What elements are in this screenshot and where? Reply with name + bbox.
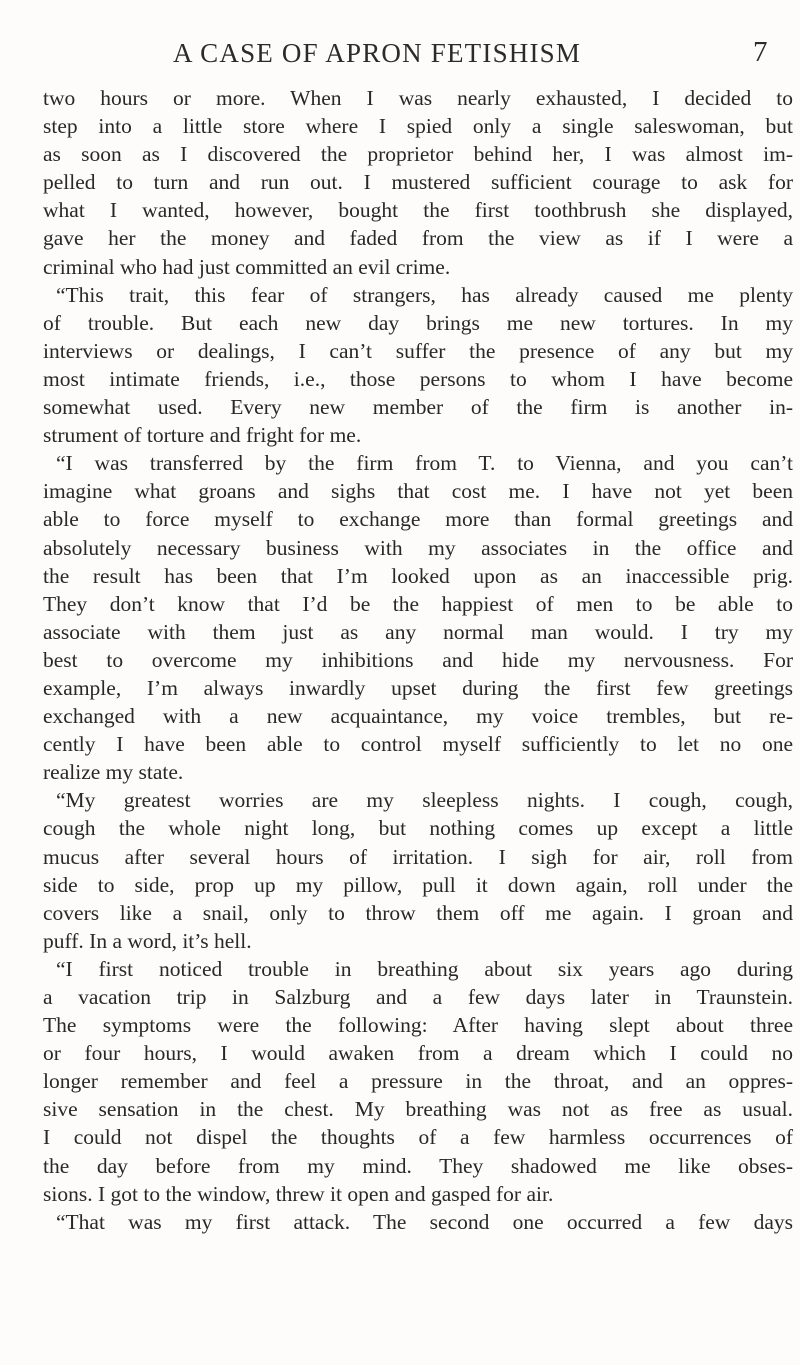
text-line: absolutely necessary business with my associates in the office and <box>43 535 793 560</box>
text-line: “My greatest worries are my sleepless nights. I cough, cough, <box>56 788 793 813</box>
text-line: example, I’m always inwardly upset during the first few greetings <box>43 675 793 700</box>
text-line: sions. I got to the window, threw it open and gasped for air. <box>43 1181 554 1206</box>
text-line: “I first noticed trouble in breathing about six years ago during <box>56 956 793 981</box>
text-line: what I wanted, however, bought the first toothbrush she displayed, <box>43 198 793 223</box>
text-line: exchanged with a new acquaintance, my voice trembles, but re- <box>43 704 793 729</box>
text-line: the day before from my mind. They shadowed me like obses- <box>43 1153 793 1178</box>
text-line: I could not dispel the thoughts of a few harmless occurrences of <box>43 1125 793 1150</box>
text-line: pelled to turn and run out. I mustered sufficient courage to ask for <box>43 170 793 195</box>
text-line: puff. In a word, it’s hell. <box>43 928 252 953</box>
text-line: cently I have been able to control myself sufficiently to let no one <box>43 732 793 757</box>
text-line: They don’t know that I’d be the happiest of men to be able to <box>43 591 793 616</box>
text-line: “I was transferred by the firm from T. to Vienna, and you can’t <box>56 451 793 476</box>
text-line: realize my state. <box>43 760 184 785</box>
text-line: longer remember and feel a pressure in the throat, and an oppres- <box>43 1069 793 1094</box>
text-line: gave her the money and faded from the view as if I were a <box>43 226 793 251</box>
text-line: most intimate friends, i.e., those persons to whom I have become <box>43 366 793 391</box>
text-line: as soon as I discovered the proprietor behind her, I was almost im- <box>43 142 793 167</box>
text-line: somewhat used. Every new member of the firm is another in- <box>43 395 793 420</box>
text-line: sive sensation in the chest. My breathing was not as free as usual. <box>43 1097 793 1122</box>
text-line: imagine what groans and sighs that cost me. I have not yet been <box>43 479 793 504</box>
text-line: “This trait, this fear of strangers, has already caused me plenty <box>56 282 793 307</box>
text-line: able to force myself to exchange more than formal greetings and <box>43 507 793 532</box>
text-line: side to side, prop up my pillow, pull it down again, roll under the <box>43 872 793 897</box>
running-head: A CASE OF APRON FETISHISM <box>173 38 582 68</box>
text-line: a vacation trip in Salzburg and a few days later in Traunstein. <box>43 985 793 1009</box>
text-line: strument of torture and fright for me. <box>43 423 362 448</box>
text-line: cough the whole night long, but nothing comes up except a little <box>43 816 793 841</box>
text-line: criminal who had just committed an evil crime. <box>43 254 451 279</box>
text-line: covers like a snail, only to throw them off me again. I groan and <box>43 900 793 925</box>
text-line: best to overcome my inhibitions and hide my nervousness. For <box>43 647 793 672</box>
text-line: step into a little store where I spied only a single saleswoman, but <box>43 114 793 139</box>
text-line: “That was my first attack. The second one occurred a few days <box>56 1209 793 1234</box>
body-text <box>43 84 793 1236</box>
text-line: The symptoms were the following: After having slept about three <box>43 1013 793 1038</box>
text-line: of trouble. But each new day brings me new tortures. In my <box>43 310 793 335</box>
text-line: two hours or more. When I was nearly exhausted, I decided to <box>43 86 793 110</box>
text-line: mucus after several hours of irritation. I sigh for air, roll from <box>43 844 793 869</box>
text-line: interviews or dealings, I can’t suffer the presence of any but my <box>43 338 793 363</box>
page-number: 7 <box>753 36 768 68</box>
text-line: the result has been that I’m looked upon as an inaccessible prig. <box>43 563 793 588</box>
text-line: or four hours, I would awaken from a dream which I could no <box>43 1041 793 1066</box>
text-line: associate with them just as any normal man would. I try my <box>43 619 793 644</box>
